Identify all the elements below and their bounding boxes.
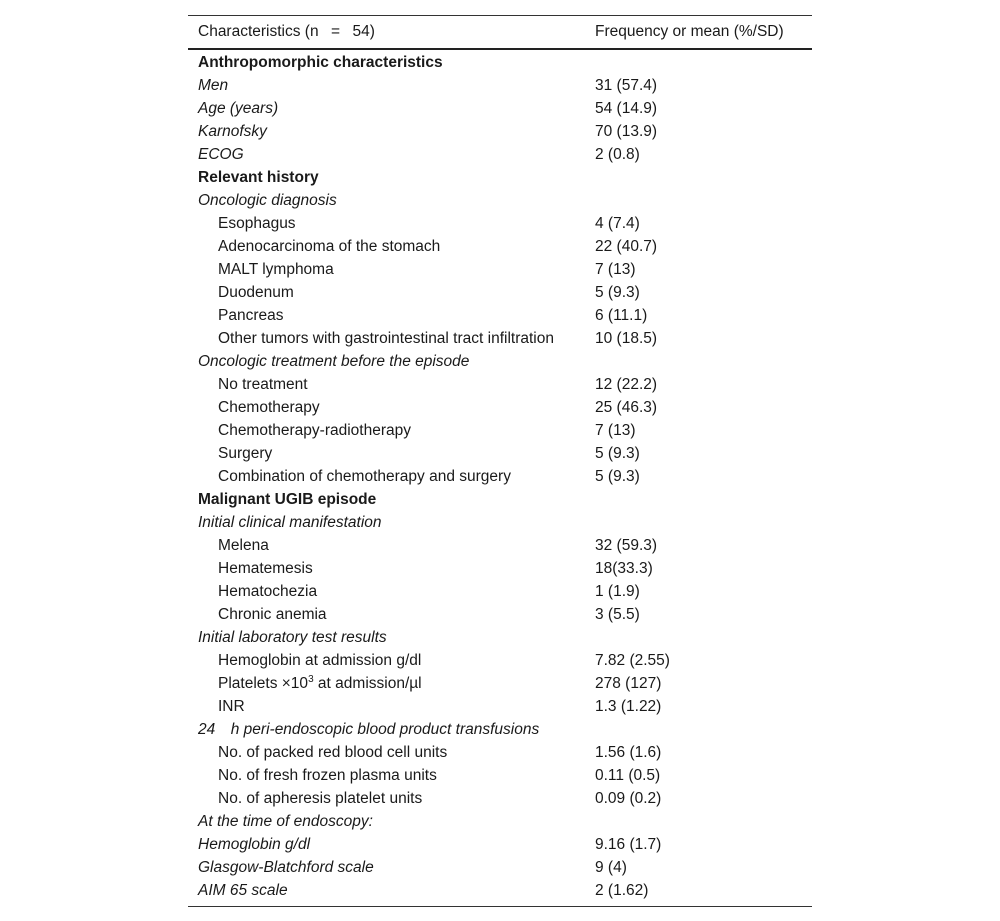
- row-label: [188, 445, 595, 463]
- row-label-text: Hemoglobin g/dl: [198, 835, 311, 853]
- row-label-text: Initial laboratory test results: [198, 628, 387, 646]
- row-label-text: No. of fresh frozen plasma units: [218, 766, 437, 784]
- row-label: [188, 376, 595, 394]
- row-label: [188, 606, 595, 624]
- row-label-text: Chronic anemia: [218, 605, 327, 623]
- table-row: [188, 649, 812, 672]
- row-value: 31 (57.4): [595, 76, 658, 94]
- row-value: 54 (14.9): [595, 99, 658, 117]
- row-label: [188, 882, 595, 900]
- row-label-text: Other tumors with gastrointestinal tract infiltration: [218, 329, 554, 347]
- row-value: 7 (13): [595, 260, 636, 278]
- row-value: 5 (9.3): [595, 444, 640, 462]
- row-label: [188, 261, 595, 279]
- row-value: 70 (13.9): [595, 122, 658, 140]
- row-value: 1.3 (1.22): [595, 697, 662, 715]
- row-value: 18(33.3): [595, 559, 653, 577]
- row-label: [188, 560, 595, 578]
- table-body: [188, 50, 812, 902]
- row-label-text: Oncologic treatment before the episode: [198, 352, 470, 370]
- row-label-text: 24 h peri-endoscopic blood product transfusions: [198, 720, 540, 738]
- table-row: [188, 143, 812, 166]
- row-label: [188, 215, 595, 233]
- row-label-text: No. of apheresis platelet units: [218, 789, 423, 807]
- row-label-text: Anthropomorphic characteristics: [198, 53, 443, 71]
- row-value: 32 (59.3): [595, 536, 658, 554]
- row-label: [188, 284, 595, 302]
- row-label: [188, 491, 595, 509]
- table-row: [188, 212, 812, 235]
- row-label-text: No treatment: [218, 375, 308, 393]
- table-row: [188, 258, 812, 281]
- row-label: [188, 422, 595, 440]
- row-value: 3 (5.5): [595, 605, 640, 623]
- table-row: [188, 764, 812, 787]
- row-label: [188, 77, 595, 95]
- table-row: [188, 810, 812, 833]
- row-value: 12 (22.2): [595, 375, 658, 393]
- row-value: 2 (1.62): [595, 881, 649, 899]
- row-label-text: Chemotherapy-radiotherapy: [218, 421, 411, 439]
- row-label: [188, 675, 595, 693]
- table-bottom-rule: [188, 906, 812, 907]
- row-label-text: AIM 65 scale: [198, 881, 288, 899]
- row-value: 1.56 (1.6): [595, 743, 662, 761]
- table-row: [188, 695, 812, 718]
- table-row: [188, 580, 812, 603]
- row-label: [188, 744, 595, 762]
- table-row: [188, 51, 812, 74]
- row-label: [188, 468, 595, 486]
- row-label-text: Duodenum: [218, 283, 294, 301]
- row-value: 7 (13): [595, 421, 636, 439]
- row-label: [188, 146, 595, 164]
- row-label: [188, 859, 595, 877]
- row-label-text: INR: [218, 697, 245, 715]
- row-label-text: Esophagus: [218, 214, 296, 232]
- row-label: [188, 836, 595, 854]
- row-label: [188, 307, 595, 325]
- table-row: [188, 281, 812, 304]
- row-label-superscript: 3: [308, 673, 314, 685]
- row-label: [188, 100, 595, 118]
- table-row: [188, 741, 812, 764]
- row-label: [188, 399, 595, 417]
- table-row: [188, 419, 812, 442]
- table-row: [188, 603, 812, 626]
- table-row: [188, 396, 812, 419]
- row-label-text: Melena: [218, 536, 269, 554]
- row-label-text: Hematochezia: [218, 582, 318, 600]
- row-label: [188, 169, 595, 187]
- row-label: [188, 790, 595, 808]
- row-label: [188, 652, 595, 670]
- row-value: 5 (9.3): [595, 467, 640, 485]
- header-characteristics: Characteristics (n = 54): [198, 23, 375, 40]
- row-label: [188, 767, 595, 785]
- row-label: [188, 330, 595, 348]
- row-label-text: Platelets ×10: [218, 674, 309, 692]
- table-row: [188, 189, 812, 212]
- row-value: 4 (7.4): [595, 214, 640, 232]
- row-value: 7.82 (2.55): [595, 651, 670, 669]
- row-value: 278 (127): [595, 674, 662, 692]
- table-row: [188, 718, 812, 741]
- table-row: [188, 465, 812, 488]
- row-label-text: Hematemesis: [218, 559, 313, 577]
- row-label-text: Men: [198, 76, 229, 94]
- row-label-text: Malignant UGIB episode: [198, 490, 377, 508]
- table-row: [188, 856, 812, 879]
- table-row: [188, 511, 812, 534]
- table-row: [188, 97, 812, 120]
- table-row: [188, 879, 812, 902]
- row-value: 1 (1.9): [595, 582, 640, 600]
- row-value: 25 (46.3): [595, 398, 658, 416]
- row-value: 9 (4): [595, 858, 627, 876]
- row-label-text: ECOG: [198, 145, 244, 163]
- table-row: [188, 833, 812, 856]
- row-value: 5 (9.3): [595, 283, 640, 301]
- row-label: [188, 353, 595, 371]
- row-label-text: Pancreas: [218, 306, 284, 324]
- row-label: [188, 629, 595, 647]
- row-label: [188, 192, 595, 210]
- row-label-text: Oncologic diagnosis: [198, 191, 337, 209]
- row-label: [188, 813, 595, 831]
- row-label: [188, 54, 595, 72]
- table-row: [188, 557, 812, 580]
- table-row: [188, 304, 812, 327]
- row-label: [188, 123, 595, 141]
- row-label-text-after: at admission/µl: [313, 674, 422, 692]
- table-row: [188, 672, 812, 695]
- row-value: 0.11 (0.5): [595, 766, 661, 784]
- row-value: 0.09 (0.2): [595, 789, 662, 807]
- row-label-text: Glasgow-Blatchford scale: [198, 858, 374, 876]
- row-value: 6 (11.1): [595, 306, 648, 324]
- row-label-text: Chemotherapy: [218, 398, 320, 416]
- row-label: [188, 721, 595, 739]
- header-frequency: Frequency or mean (%/SD): [595, 23, 784, 40]
- row-label-text: Adenocarcinoma of the stomach: [218, 237, 441, 255]
- row-label: [188, 514, 595, 532]
- row-value: 22 (40.7): [595, 237, 658, 255]
- table-row: [188, 488, 812, 511]
- table-row: [188, 350, 812, 373]
- row-label: [188, 698, 595, 716]
- row-label: [188, 238, 595, 256]
- row-label: [188, 583, 595, 601]
- row-value: 10 (18.5): [595, 329, 658, 347]
- table-row: [188, 534, 812, 557]
- row-value: 2 (0.8): [595, 145, 640, 163]
- table-row: [188, 120, 812, 143]
- table-row: [188, 442, 812, 465]
- row-label-text: Surgery: [218, 444, 273, 462]
- row-label-text: Relevant history: [198, 168, 319, 186]
- row-label: [188, 537, 595, 555]
- table-row: [188, 626, 812, 649]
- row-label-text: Combination of chemotherapy and surgery: [218, 467, 511, 485]
- row-label-text: Hemoglobin at admission g/dl: [218, 651, 422, 669]
- row-label-text: Age (years): [198, 99, 279, 117]
- table-row: [188, 235, 812, 258]
- table-header-row: [188, 16, 812, 50]
- table-row: [188, 74, 812, 97]
- table-row: [188, 327, 812, 350]
- table-row: [188, 787, 812, 810]
- row-label-text: At the time of endoscopy:: [198, 812, 373, 830]
- row-label-text: Initial clinical manifestation: [198, 513, 382, 531]
- table-row: [188, 373, 812, 396]
- table-row: [188, 166, 812, 189]
- row-label-text: Karnofsky: [198, 122, 267, 140]
- row-value: 9.16 (1.7): [595, 835, 662, 853]
- row-label-text: MALT lymphoma: [218, 260, 334, 278]
- characteristics-table: [188, 15, 812, 907]
- row-label-text: No. of packed red blood cell units: [218, 743, 448, 761]
